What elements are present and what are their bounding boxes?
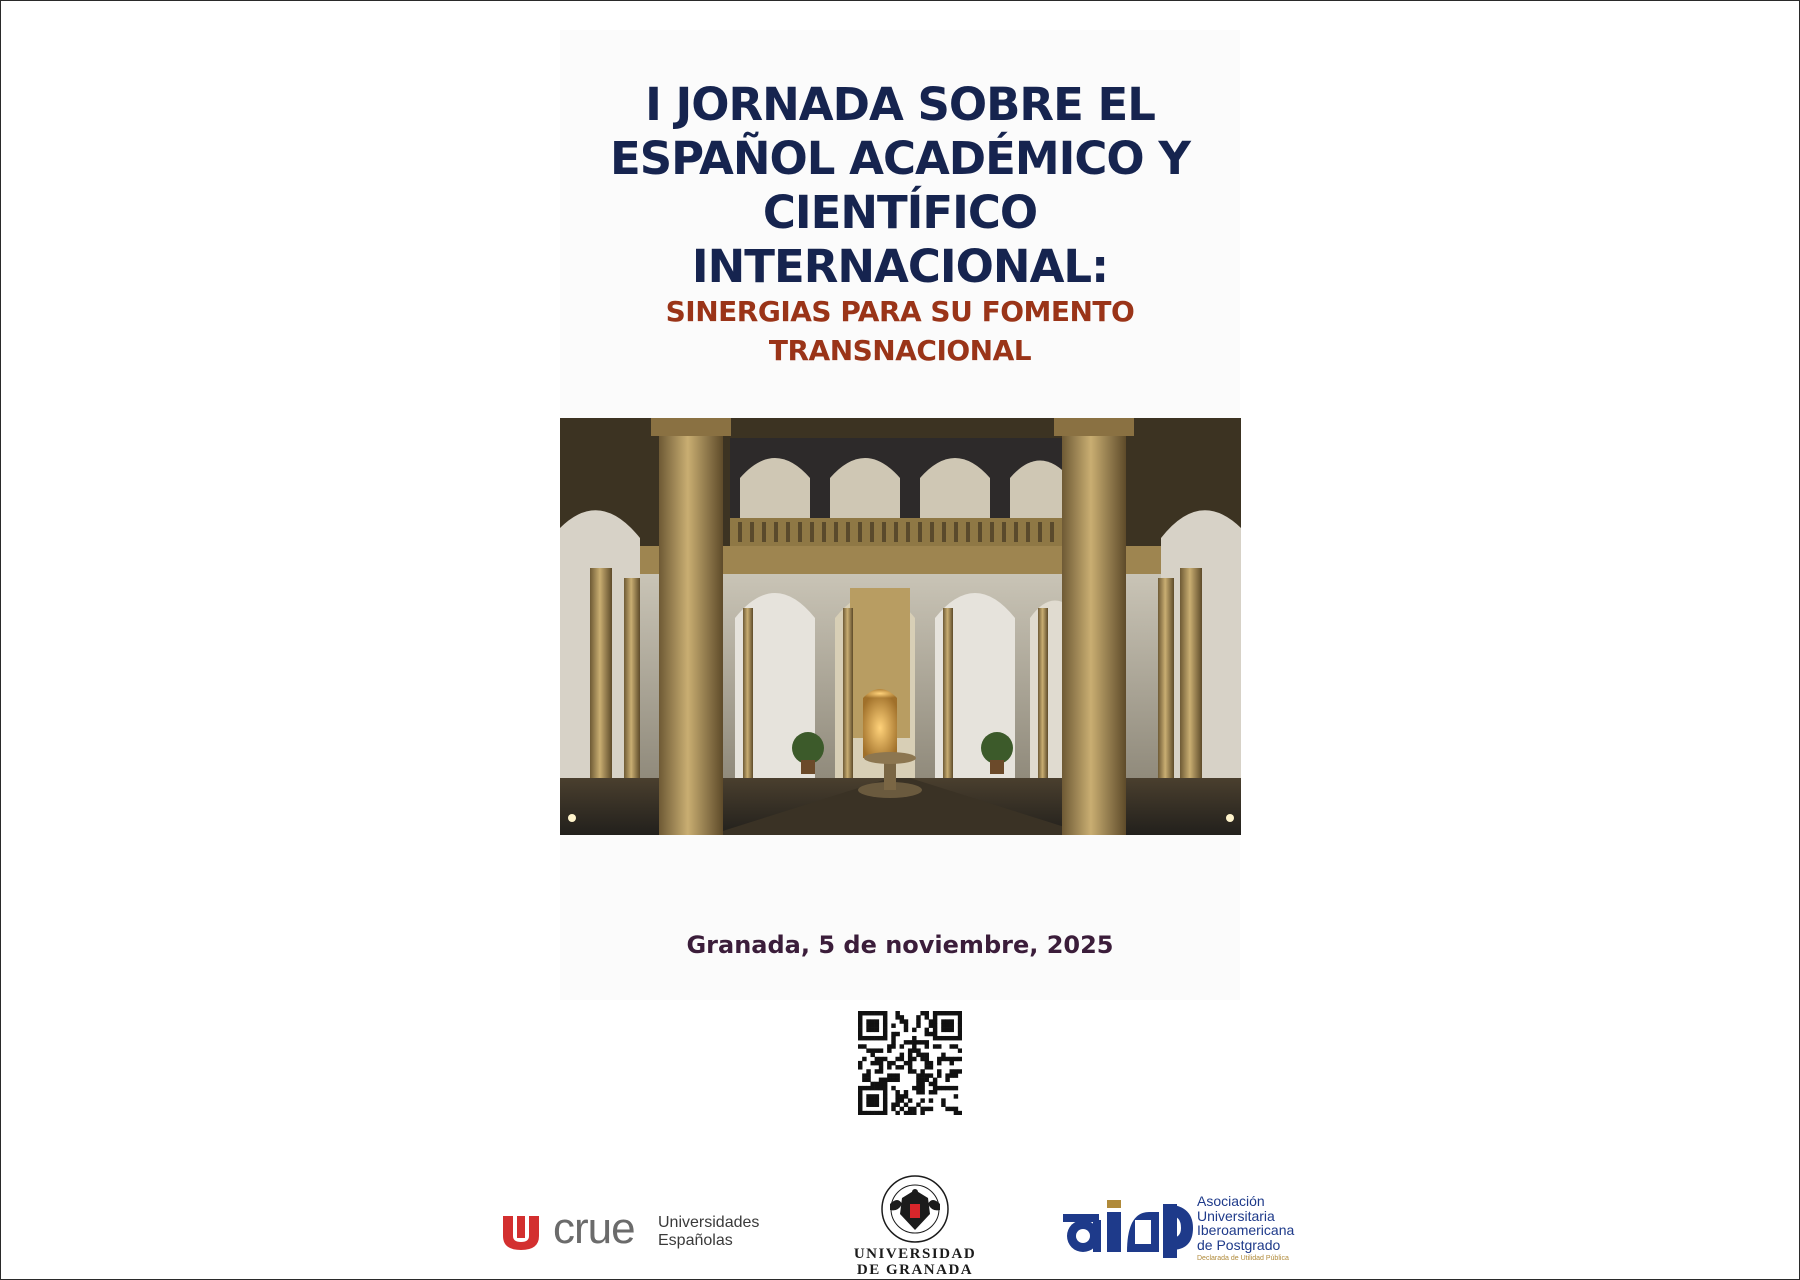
aiup-mark-icon xyxy=(1063,1194,1193,1258)
poster-subtitle xyxy=(560,292,1240,370)
aiup-logo xyxy=(1063,1194,1323,1274)
crue-wordmark: crue xyxy=(553,1204,635,1253)
ugr-name-line: DE GRANADA xyxy=(856,1262,974,1278)
crue-subtitle-line: Universidades xyxy=(658,1214,760,1231)
ugr-name-line: UNIVERSIDAD xyxy=(853,1246,977,1262)
poster-title xyxy=(560,78,1240,294)
courtyard-photo xyxy=(560,418,1241,835)
aiup-name-line: Iberoamericana xyxy=(1197,1222,1295,1238)
ugr-name xyxy=(850,1246,980,1278)
title-line: CIENTÍFICO xyxy=(762,186,1038,239)
crue-subtitle-line: Españolas xyxy=(658,1232,733,1249)
ugr-logo xyxy=(850,1174,980,1278)
subtitle-line: SINERGIAS PARA SU FOMENTO xyxy=(665,295,1135,328)
aiup-name xyxy=(1197,1194,1327,1252)
subtitle-line: TRANSNACIONAL xyxy=(768,334,1032,367)
event-date: Granada, 5 de noviembre, 2025 xyxy=(686,931,1114,959)
title-line: INTERNACIONAL: xyxy=(691,240,1109,293)
title-line: ESPAÑOL ACADÉMICO Y xyxy=(610,132,1190,185)
qr-code[interactable] xyxy=(858,1011,962,1115)
aiup-name-line: Universitaria xyxy=(1197,1207,1275,1224)
crue-mark-icon xyxy=(503,1216,539,1250)
crue-subtitle xyxy=(658,1214,798,1250)
aiup-name-line: Asociación xyxy=(1197,1193,1265,1209)
aiup-tagline: Declarada de Utilidad Pública xyxy=(1197,1255,1289,1262)
aiup-name-line: de Postgrado xyxy=(1197,1236,1281,1253)
sponsor-logos xyxy=(0,1170,1800,1280)
ugr-seal-icon xyxy=(880,1174,950,1244)
title-line: I JORNADA SOBRE EL xyxy=(645,78,1155,131)
